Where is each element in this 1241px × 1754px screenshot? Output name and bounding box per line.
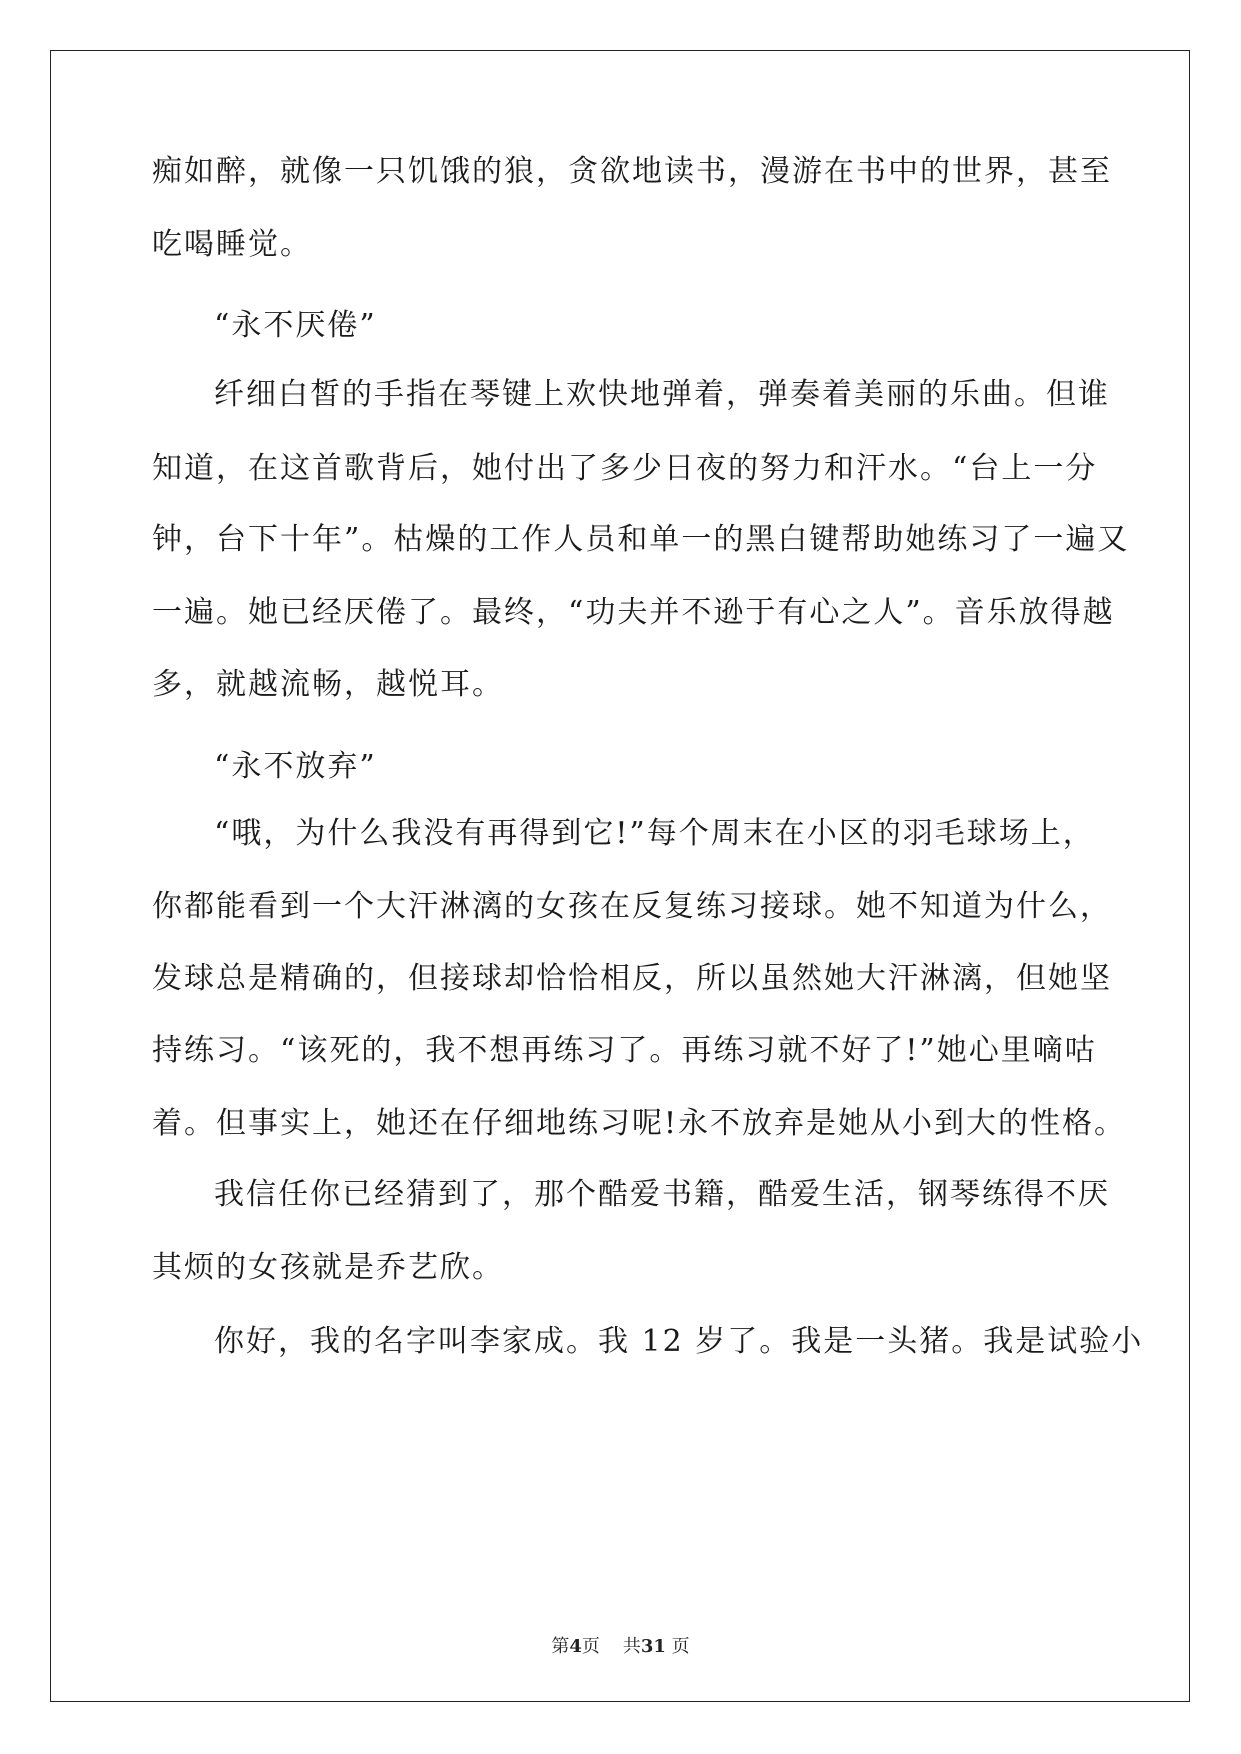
footer-total-prefix: 共 <box>622 1636 641 1657</box>
text-line: 我信任你已经猜到了，那个酷爱书籍，酷爱生活，钢琴练得不厌 <box>214 1177 1110 1212</box>
footer-total-pages: 31 <box>640 1636 666 1657</box>
text-line: 钟，台下十年”。枯燥的工作人员和单一的黑白键帮助她练习了一遍又 <box>152 522 1130 557</box>
text-line: 发球总是精确的，但接球却恰恰相反，所以虽然她大汗淋漓，但她坚 <box>152 961 1112 996</box>
section-heading: “永不厌倦” <box>214 308 377 343</box>
page-footer <box>0 1638 1241 1656</box>
footer-page-number: 4 <box>569 1636 582 1657</box>
footer-page-suffix: 页 <box>581 1636 600 1657</box>
text-line: 持练习。“该死的，我不想再练习了。再练习就不好了!”她心里嘀咕 <box>152 1033 1097 1068</box>
text-line: 你好，我的名字叫李家成。我 12 岁了。我是一头猪。我是试验小 <box>214 1324 1144 1359</box>
text-line: 一遍。她已经厌倦了。最终，“功夫并不逊于有心之人”。音乐放得越 <box>152 595 1115 630</box>
section-heading: “永不放弃” <box>214 749 377 784</box>
text-line: 着。但事实上，她还在仔细地练习呢!永不放弃是她从小到大的性格。 <box>152 1106 1127 1141</box>
page-border <box>50 50 1190 1702</box>
text-line: 纤细白皙的手指在琴键上欢快地弹着，弹奏着美丽的乐曲。但谁 <box>214 377 1110 412</box>
text-line: 痴如醉，就像一只饥饿的狼，贪欲地读书，漫游在书中的世界，甚至 <box>152 154 1112 189</box>
text-line: 其烦的女孩就是乔艺欣。 <box>152 1250 504 1285</box>
footer-total-suffix: 页 <box>671 1636 690 1657</box>
text-line: 知道，在这首歌背后，她付出了多少日夜的努力和汗水。“台上一分 <box>152 451 1098 486</box>
text-line: “哦，为什么我没有再得到它!”每个周末在小区的羽毛球场上， <box>214 816 1095 851</box>
footer-page-prefix: 第 <box>551 1636 570 1657</box>
text-line: 多，就越流畅，越悦耳。 <box>152 667 504 702</box>
text-line: 吃喝睡觉。 <box>152 227 312 262</box>
text-line: 你都能看到一个大汗淋漓的女孩在反复练习接球。她不知道为什么， <box>152 889 1112 924</box>
